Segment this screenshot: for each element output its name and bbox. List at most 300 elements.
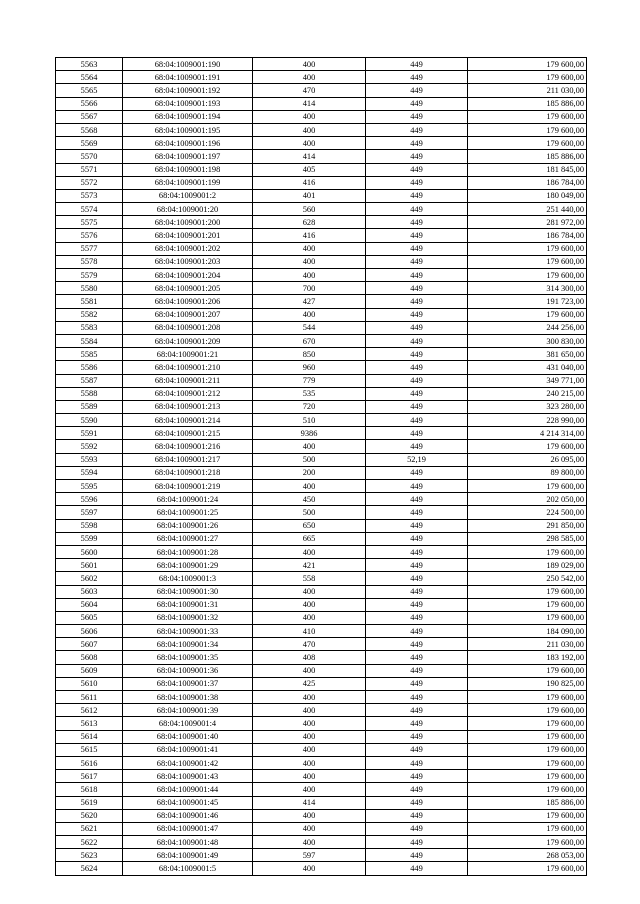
- area-cell: 414: [253, 150, 366, 163]
- cadastral-number-cell: 68:04:1009001:21: [123, 348, 253, 361]
- table-row: [56, 572, 587, 585]
- area-cell: 410: [253, 625, 366, 638]
- rate-cell: 449: [366, 493, 468, 506]
- row-number-cell: 5570: [56, 150, 123, 163]
- area-cell: 544: [253, 321, 366, 334]
- rate-cell: 449: [366, 321, 468, 334]
- area-cell: 400: [253, 704, 366, 717]
- rate-cell: 449: [366, 97, 468, 110]
- table-row: [56, 427, 587, 440]
- table-row: [56, 704, 587, 717]
- cadastral-value-cell: 179 600,00: [468, 269, 587, 282]
- table-row: [56, 743, 587, 756]
- table-row: [56, 862, 587, 875]
- table-row: [56, 137, 587, 150]
- cadastral-value-cell: 179 600,00: [468, 717, 587, 730]
- cadastral-value-cell: 185 886,00: [468, 150, 587, 163]
- cadastral-number-cell: 68:04:1009001:193: [123, 97, 253, 110]
- cadastral-value-cell: 191 723,00: [468, 295, 587, 308]
- row-number-cell: 5592: [56, 440, 123, 453]
- cadastral-number-cell: 68:04:1009001:206: [123, 295, 253, 308]
- row-number-cell: 5614: [56, 730, 123, 743]
- cadastral-number-cell: 68:04:1009001:40: [123, 730, 253, 743]
- cadastral-number-cell: 68:04:1009001:192: [123, 84, 253, 97]
- area-cell: 510: [253, 414, 366, 427]
- cadastral-number-cell: 68:04:1009001:48: [123, 836, 253, 849]
- cadastral-value-cell: 179 600,00: [468, 691, 587, 704]
- cadastral-value-cell: 179 600,00: [468, 440, 587, 453]
- table-row: [56, 255, 587, 268]
- row-number-cell: 5590: [56, 414, 123, 427]
- rate-cell: 449: [366, 414, 468, 427]
- cadastral-value-cell: 179 600,00: [468, 137, 587, 150]
- cadastral-number-cell: 68:04:1009001:214: [123, 414, 253, 427]
- rate-cell: 449: [366, 704, 468, 717]
- cadastral-number-cell: 68:04:1009001:30: [123, 585, 253, 598]
- row-number-cell: 5578: [56, 255, 123, 268]
- area-cell: 414: [253, 796, 366, 809]
- cadastral-number-cell: 68:04:1009001:37: [123, 677, 253, 690]
- area-cell: 560: [253, 203, 366, 216]
- cadastral-value-cell: 179 600,00: [468, 783, 587, 796]
- cadastral-number-cell: 68:04:1009001:201: [123, 229, 253, 242]
- cadastral-number-cell: 68:04:1009001:202: [123, 242, 253, 255]
- area-cell: 401: [253, 189, 366, 202]
- area-cell: 400: [253, 269, 366, 282]
- area-cell: 408: [253, 651, 366, 664]
- table-row: [56, 545, 587, 558]
- cadastral-value-cell: 179 600,00: [468, 480, 587, 493]
- row-number-cell: 5591: [56, 427, 123, 440]
- cadastral-number-cell: 68:04:1009001:20: [123, 203, 253, 216]
- rate-cell: 449: [366, 717, 468, 730]
- cadastral-value-cell: 179 600,00: [468, 308, 587, 321]
- cadastral-number-cell: 68:04:1009001:205: [123, 282, 253, 295]
- rate-cell: 449: [366, 809, 468, 822]
- table-row: [56, 480, 587, 493]
- table-row: [56, 387, 587, 400]
- area-cell: 960: [253, 361, 366, 374]
- rate-cell: 449: [366, 189, 468, 202]
- area-cell: 400: [253, 770, 366, 783]
- cadastral-value-cell: 179 600,00: [468, 862, 587, 875]
- rate-cell: 449: [366, 625, 468, 638]
- rate-cell: 449: [366, 123, 468, 136]
- area-cell: 400: [253, 137, 366, 150]
- cadastral-value-cell: 179 600,00: [468, 611, 587, 624]
- cadastral-number-cell: 68:04:1009001:34: [123, 638, 253, 651]
- row-number-cell: 5623: [56, 849, 123, 862]
- row-number-cell: 5599: [56, 532, 123, 545]
- area-cell: 400: [253, 756, 366, 769]
- table-row: [56, 216, 587, 229]
- table-row: [56, 203, 587, 216]
- table-row: [56, 400, 587, 413]
- cadastral-number-cell: 68:04:1009001:29: [123, 559, 253, 572]
- cadastral-number-cell: 68:04:1009001:27: [123, 532, 253, 545]
- cadastral-value-cell: 179 600,00: [468, 730, 587, 743]
- table-row: [56, 822, 587, 835]
- cadastral-number-cell: 68:04:1009001:210: [123, 361, 253, 374]
- area-cell: 558: [253, 572, 366, 585]
- row-number-cell: 5595: [56, 480, 123, 493]
- area-cell: 416: [253, 229, 366, 242]
- cadastral-value-cell: 26 095,00: [468, 453, 587, 466]
- cadastral-number-cell: 68:04:1009001:208: [123, 321, 253, 334]
- rate-cell: 449: [366, 71, 468, 84]
- rate-cell: 449: [366, 585, 468, 598]
- row-number-cell: 5577: [56, 242, 123, 255]
- rate-cell: 449: [366, 849, 468, 862]
- table-row: [56, 269, 587, 282]
- area-cell: 850: [253, 348, 366, 361]
- cadastral-number-cell: 68:04:1009001:213: [123, 400, 253, 413]
- area-cell: 400: [253, 545, 366, 558]
- cadastral-value-cell: 186 784,00: [468, 229, 587, 242]
- area-cell: 400: [253, 836, 366, 849]
- cadastral-number-cell: 68:04:1009001:46: [123, 809, 253, 822]
- table-row: [56, 585, 587, 598]
- table-row: [56, 123, 587, 136]
- row-number-cell: 5603: [56, 585, 123, 598]
- rate-cell: 449: [366, 466, 468, 479]
- cadastral-value-cell: 224 500,00: [468, 506, 587, 519]
- cadastral-value-cell: 314 300,00: [468, 282, 587, 295]
- area-cell: 720: [253, 400, 366, 413]
- area-cell: 400: [253, 730, 366, 743]
- cadastral-value-cell: 179 600,00: [468, 809, 587, 822]
- area-cell: 400: [253, 664, 366, 677]
- table-row: [56, 229, 587, 242]
- cadastral-value-cell: 381 650,00: [468, 348, 587, 361]
- cadastral-number-cell: 68:04:1009001:217: [123, 453, 253, 466]
- row-number-cell: 5619: [56, 796, 123, 809]
- row-number-cell: 5596: [56, 493, 123, 506]
- cadastral-number-cell: 68:04:1009001:199: [123, 176, 253, 189]
- area-cell: 400: [253, 743, 366, 756]
- table-row: [56, 97, 587, 110]
- row-number-cell: 5588: [56, 387, 123, 400]
- area-cell: 400: [253, 480, 366, 493]
- rate-cell: 449: [366, 203, 468, 216]
- row-number-cell: 5600: [56, 545, 123, 558]
- rate-cell: 449: [366, 255, 468, 268]
- rate-cell: 449: [366, 519, 468, 532]
- cadastral-number-cell: 68:04:1009001:31: [123, 598, 253, 611]
- table-row: [56, 440, 587, 453]
- rate-cell: 449: [366, 427, 468, 440]
- rate-cell: 449: [366, 756, 468, 769]
- row-number-cell: 5571: [56, 163, 123, 176]
- table-row: [56, 809, 587, 822]
- cadastral-value-cell: 202 050,00: [468, 493, 587, 506]
- table-row: [56, 651, 587, 664]
- row-number-cell: 5589: [56, 400, 123, 413]
- rate-cell: 449: [366, 743, 468, 756]
- cadastral-number-cell: 68:04:1009001:43: [123, 770, 253, 783]
- row-number-cell: 5604: [56, 598, 123, 611]
- cadastral-number-cell: 68:04:1009001:204: [123, 269, 253, 282]
- rate-cell: 449: [366, 480, 468, 493]
- cadastral-number-cell: 68:04:1009001:39: [123, 704, 253, 717]
- cadastral-number-cell: 68:04:1009001:25: [123, 506, 253, 519]
- table-row: [56, 559, 587, 572]
- cadastral-value-cell: 179 600,00: [468, 255, 587, 268]
- row-number-cell: 5582: [56, 308, 123, 321]
- area-cell: 400: [253, 255, 366, 268]
- area-cell: 9386: [253, 427, 366, 440]
- cadastral-value-cell: 323 280,00: [468, 400, 587, 413]
- cadastral-number-cell: 68:04:1009001:209: [123, 334, 253, 347]
- table-row: [56, 84, 587, 97]
- cadastral-number-cell: 68:04:1009001:42: [123, 756, 253, 769]
- rate-cell: 449: [366, 572, 468, 585]
- rate-cell: 449: [366, 269, 468, 282]
- cadastral-number-cell: 68:04:1009001:44: [123, 783, 253, 796]
- area-cell: 400: [253, 809, 366, 822]
- cadastral-value-cell: 179 600,00: [468, 585, 587, 598]
- area-cell: 400: [253, 598, 366, 611]
- area-cell: 427: [253, 295, 366, 308]
- row-number-cell: 5574: [56, 203, 123, 216]
- table-row: [56, 242, 587, 255]
- cadastral-value-cell: 431 040,00: [468, 361, 587, 374]
- cadastral-number-cell: 68:04:1009001:195: [123, 123, 253, 136]
- table-row: [56, 176, 587, 189]
- rate-cell: 449: [366, 545, 468, 558]
- cadastral-value-cell: 179 600,00: [468, 743, 587, 756]
- cadastral-value-cell: 179 600,00: [468, 704, 587, 717]
- table-row: [56, 691, 587, 704]
- table-row: [56, 493, 587, 506]
- table-row: [56, 638, 587, 651]
- rate-cell: 449: [366, 559, 468, 572]
- table-row: [56, 677, 587, 690]
- cadastral-value-cell: 281 972,00: [468, 216, 587, 229]
- cadastral-value-cell: 298 585,00: [468, 532, 587, 545]
- rate-cell: 449: [366, 664, 468, 677]
- rate-cell: 449: [366, 598, 468, 611]
- area-cell: 416: [253, 176, 366, 189]
- row-number-cell: 5584: [56, 334, 123, 347]
- rate-cell: 449: [366, 242, 468, 255]
- rate-cell: 449: [366, 822, 468, 835]
- row-number-cell: 5568: [56, 123, 123, 136]
- rate-cell: 449: [366, 506, 468, 519]
- table-row: [56, 58, 587, 71]
- area-cell: 470: [253, 638, 366, 651]
- cadastral-value-cell: 240 215,00: [468, 387, 587, 400]
- rate-cell: 449: [366, 308, 468, 321]
- table-row: [56, 796, 587, 809]
- cadastral-number-cell: 68:04:1009001:36: [123, 664, 253, 677]
- cadastral-number-cell: 68:04:1009001:49: [123, 849, 253, 862]
- cadastral-value-cell: 251 440,00: [468, 203, 587, 216]
- table-row: [56, 453, 587, 466]
- cadastral-number-cell: 68:04:1009001:35: [123, 651, 253, 664]
- rate-cell: 449: [366, 137, 468, 150]
- cadastral-number-cell: 68:04:1009001:197: [123, 150, 253, 163]
- cadastral-number-cell: 68:04:1009001:32: [123, 611, 253, 624]
- cadastral-value-cell: 179 600,00: [468, 822, 587, 835]
- row-number-cell: 5609: [56, 664, 123, 677]
- rate-cell: 449: [366, 348, 468, 361]
- rate-cell: 449: [366, 176, 468, 189]
- area-cell: 400: [253, 862, 366, 875]
- row-number-cell: 5580: [56, 282, 123, 295]
- table-row: [56, 150, 587, 163]
- row-number-cell: 5621: [56, 822, 123, 835]
- rate-cell: 449: [366, 730, 468, 743]
- table-row: [56, 71, 587, 84]
- cadastral-number-cell: 68:04:1009001:47: [123, 822, 253, 835]
- table-row: [56, 361, 587, 374]
- table-row: [56, 308, 587, 321]
- cadastral-value-cell: 179 600,00: [468, 836, 587, 849]
- rate-cell: 449: [366, 163, 468, 176]
- table-row: [56, 295, 587, 308]
- rate-cell: 449: [366, 532, 468, 545]
- table-body: [56, 58, 587, 876]
- area-cell: 200: [253, 466, 366, 479]
- cadastral-value-cell: 179 600,00: [468, 123, 587, 136]
- rate-cell: 449: [366, 400, 468, 413]
- rate-cell: 449: [366, 216, 468, 229]
- row-number-cell: 5583: [56, 321, 123, 334]
- area-cell: 665: [253, 532, 366, 545]
- row-number-cell: 5586: [56, 361, 123, 374]
- cadastral-number-cell: 68:04:1009001:38: [123, 691, 253, 704]
- row-number-cell: 5575: [56, 216, 123, 229]
- cadastral-value-cell: 190 825,00: [468, 677, 587, 690]
- cadastral-value-cell: 244 256,00: [468, 321, 587, 334]
- cadastral-number-cell: 68:04:1009001:194: [123, 110, 253, 123]
- rate-cell: 449: [366, 334, 468, 347]
- cadastral-value-cell: 179 600,00: [468, 58, 587, 71]
- cadastral-number-cell: 68:04:1009001:200: [123, 216, 253, 229]
- rate-cell: 449: [366, 58, 468, 71]
- area-cell: 405: [253, 163, 366, 176]
- area-cell: 400: [253, 308, 366, 321]
- cadastral-number-cell: 68:04:1009001:198: [123, 163, 253, 176]
- area-cell: 400: [253, 440, 366, 453]
- rate-cell: 449: [366, 611, 468, 624]
- cadastral-value-cell: 181 845,00: [468, 163, 587, 176]
- cadastral-value-cell: 179 600,00: [468, 598, 587, 611]
- row-number-cell: 5617: [56, 770, 123, 783]
- rate-cell: 449: [366, 677, 468, 690]
- rate-cell: 449: [366, 84, 468, 97]
- area-cell: 400: [253, 123, 366, 136]
- cadastral-number-cell: 68:04:1009001:190: [123, 58, 253, 71]
- table-row: [56, 414, 587, 427]
- area-cell: 400: [253, 783, 366, 796]
- row-number-cell: 5605: [56, 611, 123, 624]
- row-number-cell: 5572: [56, 176, 123, 189]
- cadastral-value-cell: 4 214 314,00: [468, 427, 587, 440]
- rate-cell: 449: [366, 361, 468, 374]
- row-number-cell: 5573: [56, 189, 123, 202]
- area-cell: 400: [253, 585, 366, 598]
- row-number-cell: 5616: [56, 756, 123, 769]
- row-number-cell: 5612: [56, 704, 123, 717]
- rate-cell: 449: [366, 295, 468, 308]
- row-number-cell: 5565: [56, 84, 123, 97]
- cadastral-number-cell: 68:04:1009001:41: [123, 743, 253, 756]
- row-number-cell: 5613: [56, 717, 123, 730]
- row-number-cell: 5579: [56, 269, 123, 282]
- table-row: [56, 664, 587, 677]
- table-row: [56, 506, 587, 519]
- cadastral-number-cell: 68:04:1009001:215: [123, 427, 253, 440]
- area-cell: 400: [253, 58, 366, 71]
- rate-cell: 449: [366, 110, 468, 123]
- rate-cell: 449: [366, 783, 468, 796]
- cadastral-value-cell: 349 771,00: [468, 374, 587, 387]
- table-row: [56, 756, 587, 769]
- table-row: [56, 598, 587, 611]
- area-cell: 425: [253, 677, 366, 690]
- cadastral-number-cell: 68:04:1009001:4: [123, 717, 253, 730]
- rate-cell: 52,19: [366, 453, 468, 466]
- row-number-cell: 5607: [56, 638, 123, 651]
- table-row: [56, 466, 587, 479]
- row-number-cell: 5564: [56, 71, 123, 84]
- row-number-cell: 5567: [56, 110, 123, 123]
- row-number-cell: 5598: [56, 519, 123, 532]
- cadastral-number-cell: 68:04:1009001:219: [123, 480, 253, 493]
- area-cell: 535: [253, 387, 366, 400]
- row-number-cell: 5620: [56, 809, 123, 822]
- cadastral-value-cell: 183 192,00: [468, 651, 587, 664]
- cadastral-value-cell: 300 830,00: [468, 334, 587, 347]
- table-row: [56, 717, 587, 730]
- area-cell: 421: [253, 559, 366, 572]
- table-row: [56, 770, 587, 783]
- table-row: [56, 110, 587, 123]
- rate-cell: 449: [366, 651, 468, 664]
- row-number-cell: 5569: [56, 137, 123, 150]
- row-number-cell: 5581: [56, 295, 123, 308]
- area-cell: 400: [253, 822, 366, 835]
- area-cell: 400: [253, 611, 366, 624]
- rate-cell: 449: [366, 691, 468, 704]
- row-number-cell: 5576: [56, 229, 123, 242]
- cadastral-value-cell: 179 600,00: [468, 664, 587, 677]
- cadastral-number-cell: 68:04:1009001:191: [123, 71, 253, 84]
- cadastral-value-cell: 185 886,00: [468, 97, 587, 110]
- row-number-cell: 5624: [56, 862, 123, 875]
- table-row: [56, 783, 587, 796]
- table-row: [56, 519, 587, 532]
- area-cell: 414: [253, 97, 366, 110]
- cadastral-number-cell: 68:04:1009001:33: [123, 625, 253, 638]
- area-cell: 500: [253, 506, 366, 519]
- row-number-cell: 5615: [56, 743, 123, 756]
- row-number-cell: 5587: [56, 374, 123, 387]
- cadastral-value-cell: 291 850,00: [468, 519, 587, 532]
- area-cell: 470: [253, 84, 366, 97]
- cadastral-number-cell: 68:04:1009001:196: [123, 137, 253, 150]
- row-number-cell: 5622: [56, 836, 123, 849]
- rate-cell: 449: [366, 836, 468, 849]
- cadastral-value-cell: 89 800,00: [468, 466, 587, 479]
- row-number-cell: 5606: [56, 625, 123, 638]
- cadastral-value-cell: 179 600,00: [468, 242, 587, 255]
- cadastral-number-cell: 68:04:1009001:212: [123, 387, 253, 400]
- area-cell: 400: [253, 242, 366, 255]
- rate-cell: 449: [366, 150, 468, 163]
